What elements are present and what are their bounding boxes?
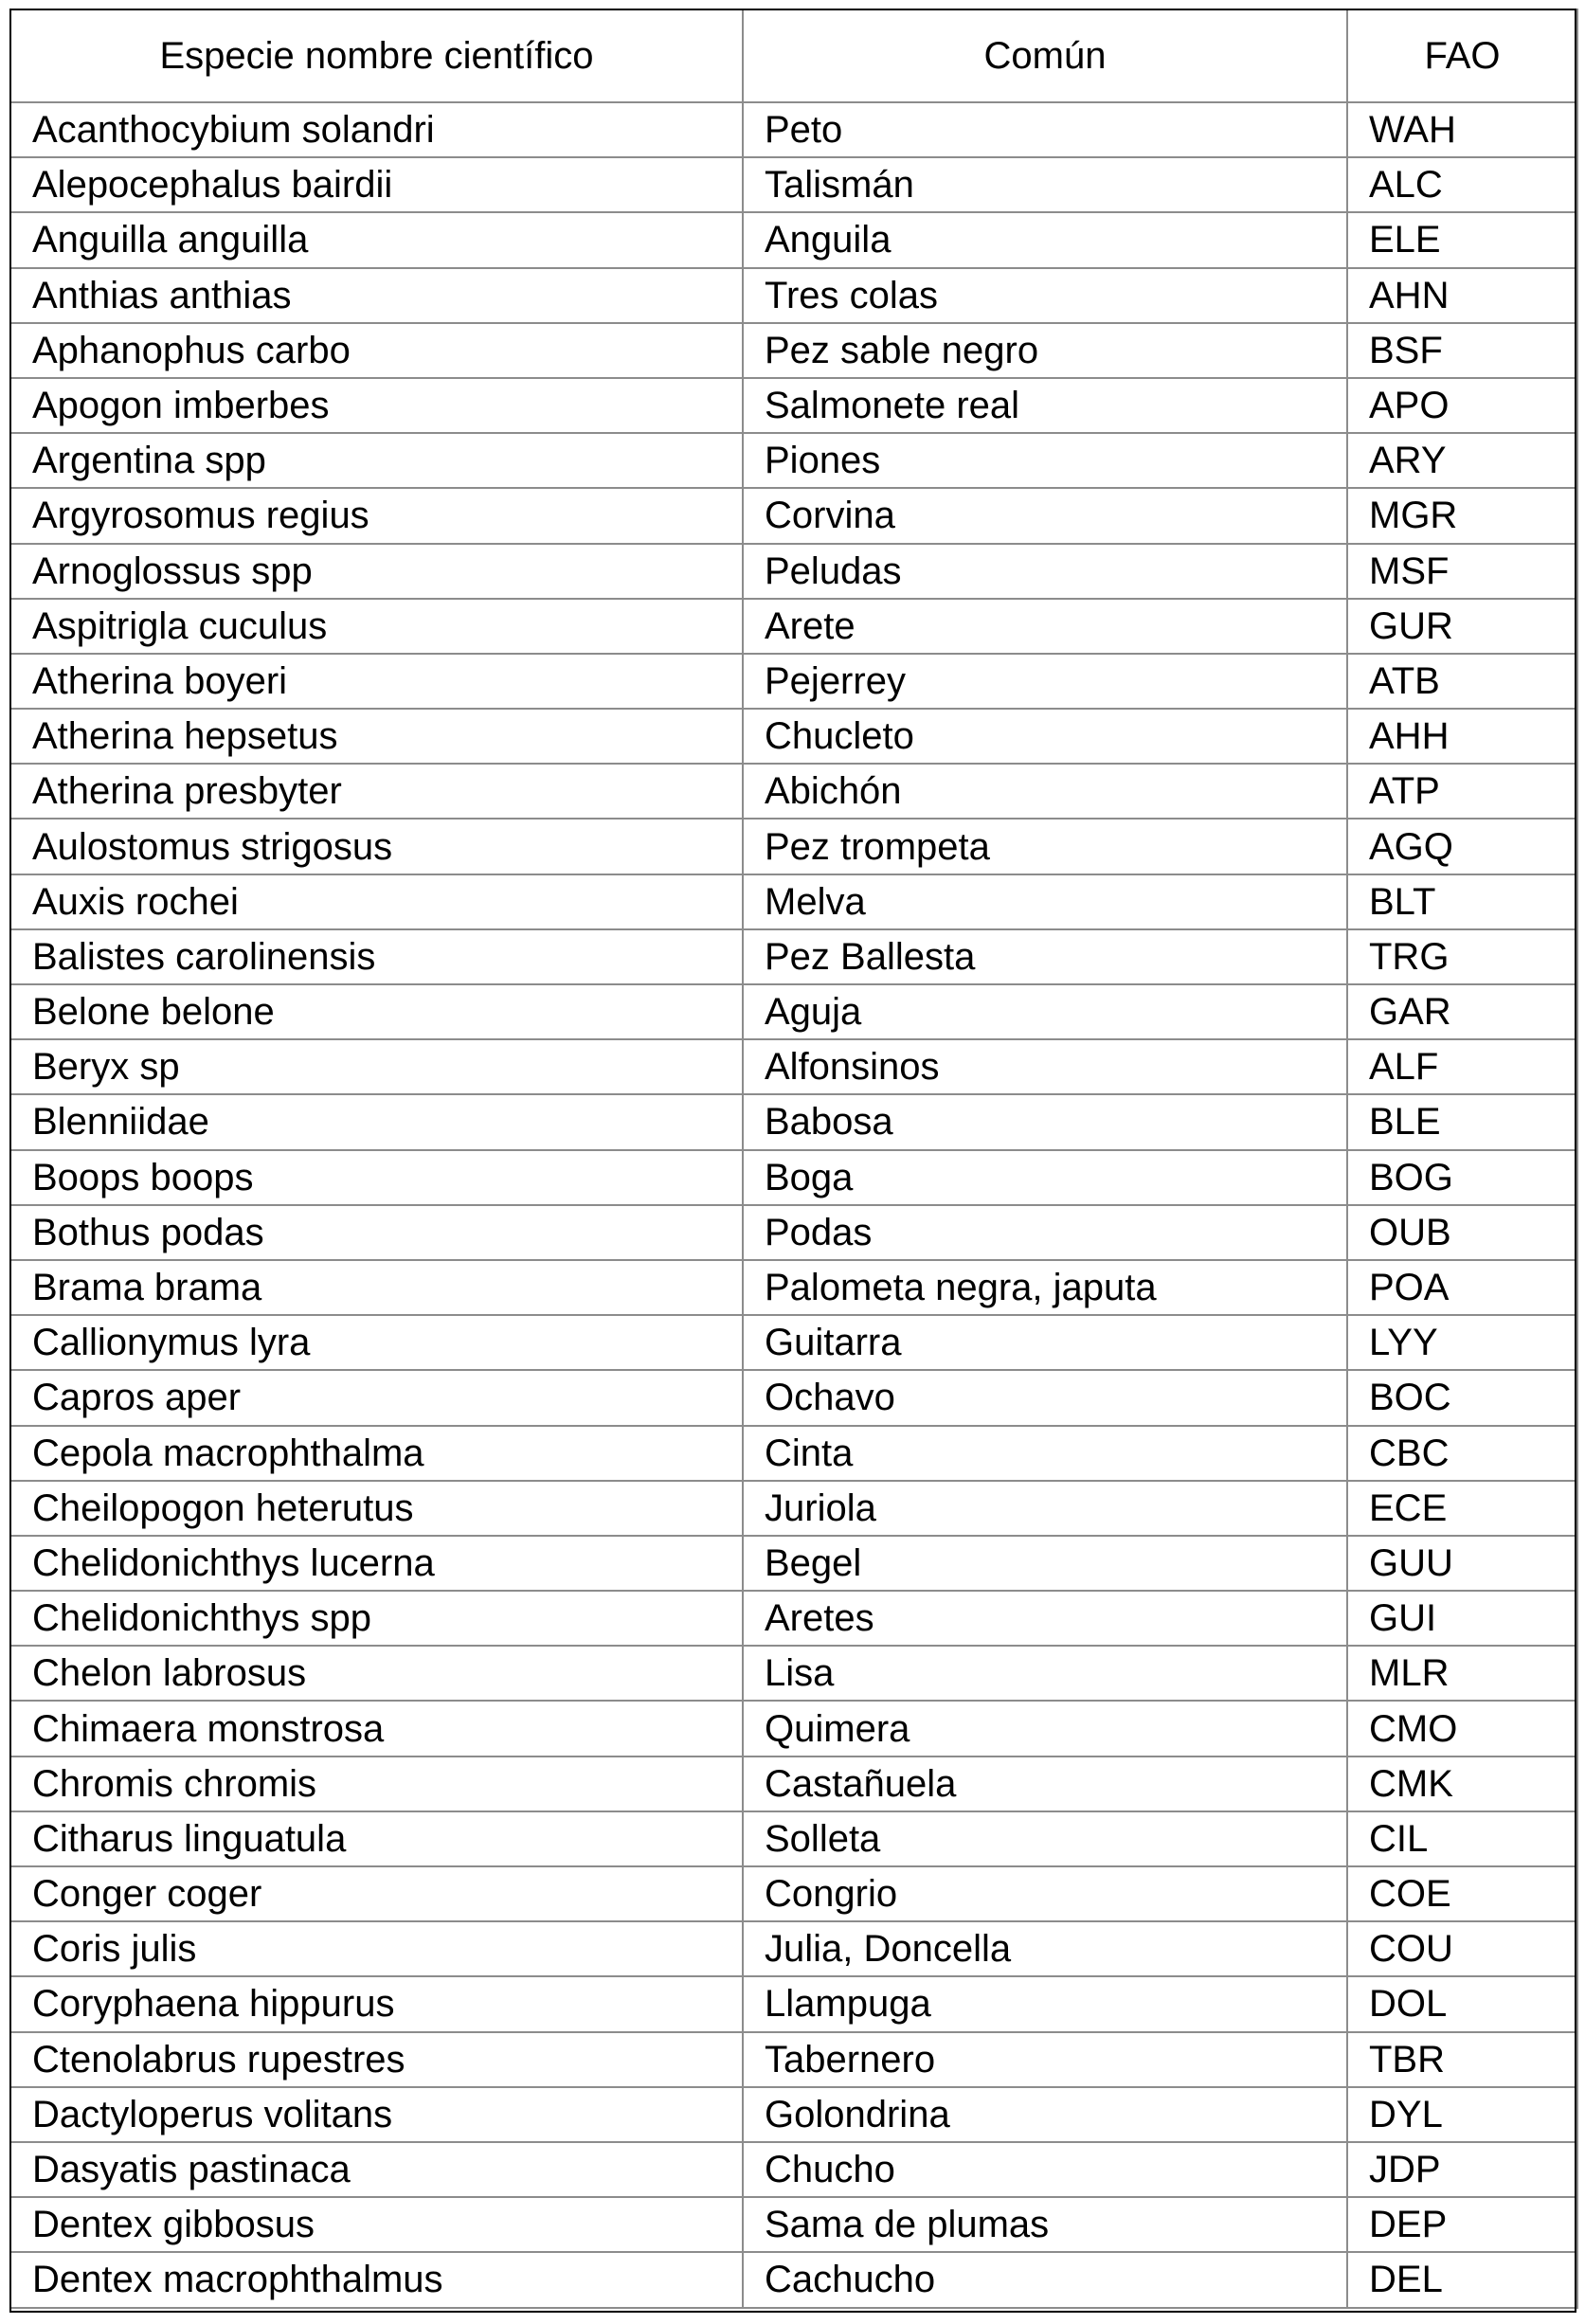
cell-scientific-name: Beryx sp bbox=[10, 1039, 743, 1094]
table-row bbox=[10, 1039, 1577, 1094]
cell-common-name: Tres colas bbox=[743, 268, 1347, 323]
cell-fao-code: GUR bbox=[1347, 599, 1577, 654]
table-row bbox=[10, 1260, 1577, 1315]
cell-scientific-name: Chromis chromis bbox=[10, 1757, 743, 1811]
cell-scientific-name: Ctenolabrus rupestres bbox=[10, 2032, 743, 2087]
cell-common-name: Juriola bbox=[743, 1481, 1347, 1536]
cell-fao-code: GAR bbox=[1347, 984, 1577, 1039]
cell-scientific-name: Atherina hepsetus bbox=[10, 709, 743, 764]
table-row bbox=[10, 1315, 1577, 1370]
cell-fao-code: BOC bbox=[1347, 1370, 1577, 1425]
table-row bbox=[10, 1536, 1577, 1591]
cell-scientific-name: Arnoglossus spp bbox=[10, 544, 743, 599]
cell-scientific-name: Blenniidae bbox=[10, 1094, 743, 1149]
table-row bbox=[10, 1481, 1577, 1536]
cell-scientific-name: Chimaera monstrosa bbox=[10, 1701, 743, 1756]
cell-common-name: Chucho bbox=[743, 2142, 1347, 2197]
cell-scientific-name: Chelidonichthys spp bbox=[10, 1591, 743, 1646]
cell-common-name: Piones bbox=[743, 433, 1347, 488]
cell-scientific-name: Alepocephalus bairdii bbox=[10, 157, 743, 212]
table-row bbox=[10, 709, 1577, 764]
species-table bbox=[9, 9, 1578, 2309]
cell-common-name: Llampuga bbox=[743, 1976, 1347, 2031]
cell-common-name: Peludas bbox=[743, 544, 1347, 599]
cell-common-name: Chucleto bbox=[743, 709, 1347, 764]
table-row bbox=[10, 2252, 1577, 2307]
cell-common-name: Pez sable negro bbox=[743, 323, 1347, 378]
header-row bbox=[10, 9, 1577, 102]
cell-fao-code: BLT bbox=[1347, 874, 1577, 929]
cell-fao-code: BSF bbox=[1347, 323, 1577, 378]
cell-fao-code: AGQ bbox=[1347, 819, 1577, 874]
cell-common-name: Anguila bbox=[743, 212, 1347, 267]
table-row bbox=[10, 1094, 1577, 1149]
cell-scientific-name: Conger coger bbox=[10, 1866, 743, 1921]
cell-scientific-name: Coris julis bbox=[10, 1921, 743, 1976]
cell-fao-code: ATB bbox=[1347, 654, 1577, 709]
cell-fao-code: ECE bbox=[1347, 1481, 1577, 1536]
cell-scientific-name: Apogon imberbes bbox=[10, 378, 743, 433]
cell-scientific-name: Anguilla anguilla bbox=[10, 212, 743, 267]
table-row bbox=[10, 654, 1577, 709]
table-row bbox=[10, 2087, 1577, 2142]
cell-scientific-name: Atherina presbyter bbox=[10, 764, 743, 819]
cell-common-name: Podas bbox=[743, 1205, 1347, 1260]
cell-scientific-name: Citharus linguatula bbox=[10, 1811, 743, 1866]
cell-fao-code: TRG bbox=[1347, 929, 1577, 984]
cell-scientific-name: Cheilopogon heterutus bbox=[10, 1481, 743, 1536]
table-row bbox=[10, 1591, 1577, 1646]
cell-fao-code: OUB bbox=[1347, 1205, 1577, 1260]
table-row bbox=[10, 984, 1577, 1039]
table-row bbox=[10, 544, 1577, 599]
cell-fao-code: APO bbox=[1347, 378, 1577, 433]
table-row bbox=[10, 1150, 1577, 1205]
table-row bbox=[10, 2142, 1577, 2197]
cell-common-name: Golondrina bbox=[743, 2087, 1347, 2142]
table-row bbox=[10, 268, 1577, 323]
table-row bbox=[10, 874, 1577, 929]
cell-scientific-name: Dentex macrophthalmus bbox=[10, 2252, 743, 2307]
cell-scientific-name: Atherina boyeri bbox=[10, 654, 743, 709]
cell-fao-code: DOL bbox=[1347, 1976, 1577, 2031]
table-row bbox=[10, 2032, 1577, 2087]
cell-common-name: Arete bbox=[743, 599, 1347, 654]
cell-fao-code: ARY bbox=[1347, 433, 1577, 488]
table-row bbox=[10, 433, 1577, 488]
cell-fao-code: POA bbox=[1347, 1260, 1577, 1315]
cell-common-name: Cinta bbox=[743, 1426, 1347, 1481]
cell-fao-code: COE bbox=[1347, 1866, 1577, 1921]
table-row bbox=[10, 1976, 1577, 2031]
cell-scientific-name: Dactyloperus volitans bbox=[10, 2087, 743, 2142]
cell-common-name: Corvina bbox=[743, 488, 1347, 543]
table-row bbox=[10, 1370, 1577, 1425]
table-row bbox=[10, 1921, 1577, 1976]
cell-common-name: Peto bbox=[743, 102, 1347, 157]
cell-common-name: Quimera bbox=[743, 1701, 1347, 1756]
cell-fao-code: JDP bbox=[1347, 2142, 1577, 2197]
cell-scientific-name: Coryphaena hippurus bbox=[10, 1976, 743, 2031]
table-header bbox=[10, 9, 1577, 102]
cell-common-name: Boga bbox=[743, 1150, 1347, 1205]
cell-scientific-name: Dasyatis pastinaca bbox=[10, 2142, 743, 2197]
cell-common-name: Pejerrey bbox=[743, 654, 1347, 709]
cell-fao-code: GUU bbox=[1347, 1536, 1577, 1591]
cell-common-name: Castañuela bbox=[743, 1757, 1347, 1811]
cell-common-name: Begel bbox=[743, 1536, 1347, 1591]
cell-common-name: Ochavo bbox=[743, 1370, 1347, 1425]
cell-scientific-name: Capros aper bbox=[10, 1370, 743, 1425]
cell-scientific-name: Chelon labrosus bbox=[10, 1646, 743, 1701]
table-row bbox=[10, 819, 1577, 874]
table-row bbox=[10, 929, 1577, 984]
cell-fao-code: ALF bbox=[1347, 1039, 1577, 1094]
table-row bbox=[10, 102, 1577, 157]
cell-scientific-name: Aspitrigla cuculus bbox=[10, 599, 743, 654]
cell-scientific-name: Argyrosomus regius bbox=[10, 488, 743, 543]
cell-common-name: Palometa negra, japuta bbox=[743, 1260, 1347, 1315]
cell-scientific-name: Bothus podas bbox=[10, 1205, 743, 1260]
cell-fao-code: ALC bbox=[1347, 157, 1577, 212]
cell-fao-code: CMK bbox=[1347, 1757, 1577, 1811]
table-row bbox=[10, 1811, 1577, 1866]
cell-scientific-name: Aulostomus strigosus bbox=[10, 819, 743, 874]
table-row bbox=[10, 1426, 1577, 1481]
table-row bbox=[10, 2197, 1577, 2252]
table-row bbox=[10, 323, 1577, 378]
table-body bbox=[10, 102, 1577, 2308]
table-row bbox=[10, 764, 1577, 819]
cell-fao-code: ATP bbox=[1347, 764, 1577, 819]
cell-scientific-name: Cepola macrophthalma bbox=[10, 1426, 743, 1481]
table-row bbox=[10, 1701, 1577, 1756]
cell-fao-code: MSF bbox=[1347, 544, 1577, 599]
cell-scientific-name: Callionymus lyra bbox=[10, 1315, 743, 1370]
header-fao-code: FAO bbox=[1347, 9, 1577, 102]
cell-common-name: Melva bbox=[743, 874, 1347, 929]
cell-common-name: Aretes bbox=[743, 1591, 1347, 1646]
cell-scientific-name: Brama brama bbox=[10, 1260, 743, 1315]
cell-scientific-name: Aphanophus carbo bbox=[10, 323, 743, 378]
cell-fao-code: CMO bbox=[1347, 1701, 1577, 1756]
cell-fao-code: BLE bbox=[1347, 1094, 1577, 1149]
cell-fao-code: WAH bbox=[1347, 102, 1577, 157]
table-row bbox=[10, 212, 1577, 267]
cell-scientific-name: Auxis rochei bbox=[10, 874, 743, 929]
cell-common-name: Sama de plumas bbox=[743, 2197, 1347, 2252]
table-row bbox=[10, 599, 1577, 654]
table-row bbox=[10, 378, 1577, 433]
cell-common-name: Pez Ballesta bbox=[743, 929, 1347, 984]
cell-common-name: Aguja bbox=[743, 984, 1347, 1039]
table-row bbox=[10, 1646, 1577, 1701]
cell-common-name: Talismán bbox=[743, 157, 1347, 212]
cell-common-name: Solleta bbox=[743, 1811, 1347, 1866]
cell-common-name: Congrio bbox=[743, 1866, 1347, 1921]
cell-common-name: Salmonete real bbox=[743, 378, 1347, 433]
cell-fao-code: COU bbox=[1347, 1921, 1577, 1976]
cell-scientific-name: Anthias anthias bbox=[10, 268, 743, 323]
cell-fao-code: LYY bbox=[1347, 1315, 1577, 1370]
cell-common-name: Alfonsinos bbox=[743, 1039, 1347, 1094]
cell-scientific-name: Argentina spp bbox=[10, 433, 743, 488]
cell-fao-code: DEL bbox=[1347, 2252, 1577, 2307]
cell-scientific-name: Boops boops bbox=[10, 1150, 743, 1205]
cell-common-name: Pez trompeta bbox=[743, 819, 1347, 874]
cell-scientific-name: Dentex gibbosus bbox=[10, 2197, 743, 2252]
cell-common-name: Tabernero bbox=[743, 2032, 1347, 2087]
cell-fao-code: AHN bbox=[1347, 268, 1577, 323]
cell-scientific-name: Chelidonichthys lucerna bbox=[10, 1536, 743, 1591]
cell-fao-code: MLR bbox=[1347, 1646, 1577, 1701]
cell-common-name: Abichón bbox=[743, 764, 1347, 819]
cell-fao-code: GUI bbox=[1347, 1591, 1577, 1646]
cell-fao-code: CIL bbox=[1347, 1811, 1577, 1866]
cell-common-name: Babosa bbox=[743, 1094, 1347, 1149]
table-row bbox=[10, 1205, 1577, 1260]
cell-fao-code: DYL bbox=[1347, 2087, 1577, 2142]
cell-fao-code: BOG bbox=[1347, 1150, 1577, 1205]
cell-fao-code: AHH bbox=[1347, 709, 1577, 764]
cell-common-name: Julia, Doncella bbox=[743, 1921, 1347, 1976]
header-scientific-name: Especie nombre científico bbox=[10, 9, 743, 102]
table-row bbox=[10, 1866, 1577, 1921]
cell-common-name: Cachucho bbox=[743, 2252, 1347, 2307]
header-common-name: Común bbox=[743, 9, 1347, 102]
cell-fao-code: DEP bbox=[1347, 2197, 1577, 2252]
cell-scientific-name: Acanthocybium solandri bbox=[10, 102, 743, 157]
cell-fao-code: CBC bbox=[1347, 1426, 1577, 1481]
cell-fao-code: ELE bbox=[1347, 212, 1577, 267]
table-row bbox=[10, 488, 1577, 543]
cell-common-name: Guitarra bbox=[743, 1315, 1347, 1370]
cell-scientific-name: Belone belone bbox=[10, 984, 743, 1039]
cell-fao-code: MGR bbox=[1347, 488, 1577, 543]
cell-scientific-name: Balistes carolinensis bbox=[10, 929, 743, 984]
cell-common-name: Lisa bbox=[743, 1646, 1347, 1701]
table-row bbox=[10, 1757, 1577, 1811]
table-row bbox=[10, 157, 1577, 212]
cell-fao-code: TBR bbox=[1347, 2032, 1577, 2087]
